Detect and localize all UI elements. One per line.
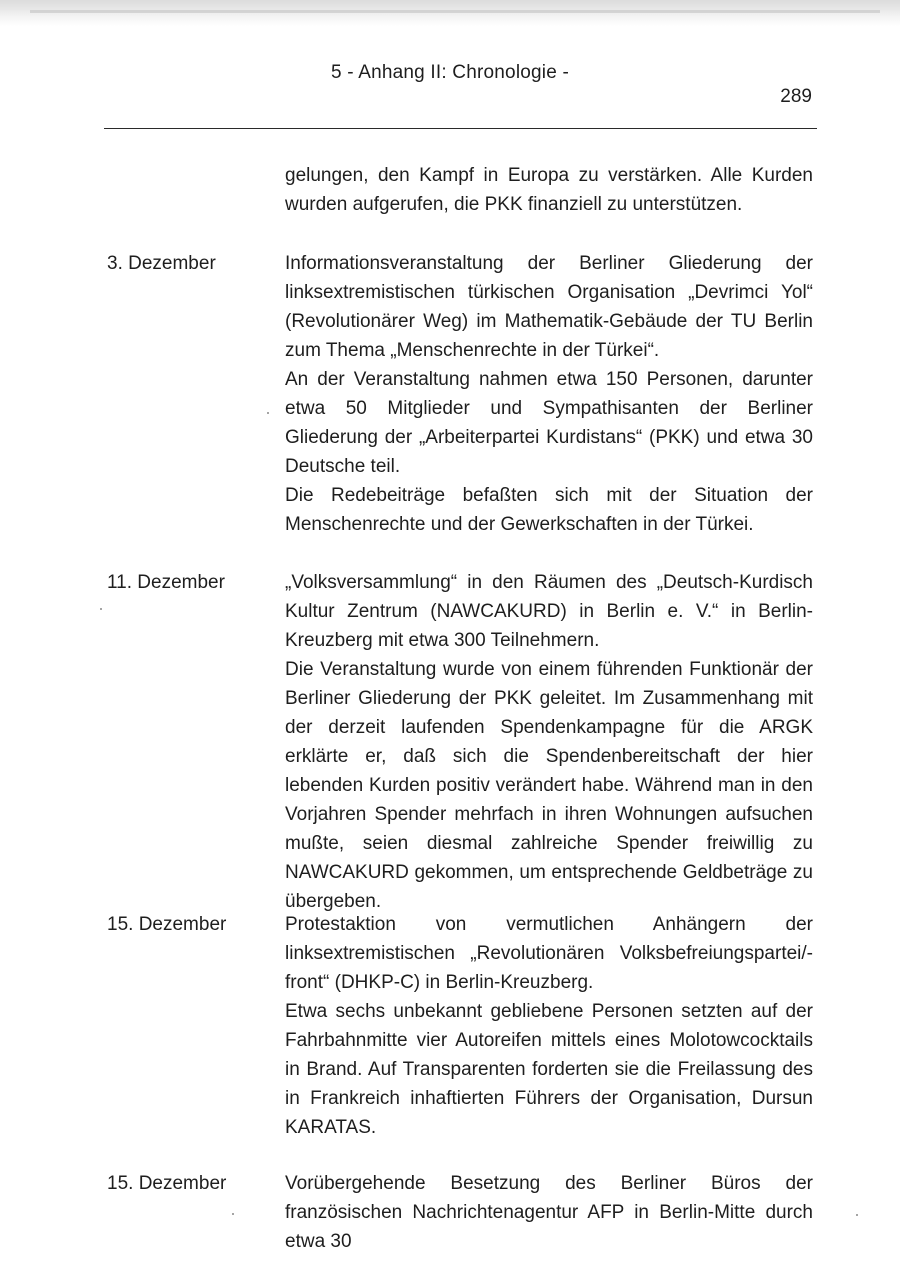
scan-speck [856, 1214, 858, 1216]
entry-text [285, 161, 813, 219]
entry-date: 15. Dezember [107, 914, 227, 935]
scan-speck [232, 1213, 234, 1215]
header-rule [104, 128, 817, 129]
paragraph: An der Veranstaltung nahmen etwa 150 Personen, darunter etwa 50 Mitglieder und Sympathisanten der Berliner Gliederung der „Arbeiterpartei Kurdistans“ (PKK) und etwa 30 Deutsche teil. [285, 369, 813, 477]
paragraph: Informationsveranstaltung der Berliner Gliederung der linksextremistischen türkischen Organisation „Devrimci Yol“ (Revolutionärer Weg) im Mathematik-Gebäude der TU Berlin zum Thema „Menschenrechte in der Türkei“. [285, 253, 813, 361]
paragraph: Die Redebeiträge befaßten sich mit der Situation der Menschenrechte und der Gewerkschaften in der Türkei. [285, 485, 813, 535]
paragraph: Die Veranstaltung wurde von einem führenden Funktionär der Berliner Gliederung der PKK geleitet. Im Zusammenhang mit der derzeit laufenden Spendenkampagne für die ARGK erklärte er, daß sich die Spendenbereitschaft der hier lebenden Kurden positiv verändert habe. Während man in den Vorjahren Spender mehrfach in ihren Wohnungen aufsuchen mußte, seien diesmal zahlreiche Spender freiwillig zu NAWCAKURD gekommen, um entsprechende Geldbeträge zu übergeben. [285, 659, 813, 912]
scan-speck [100, 608, 102, 610]
running-header: 5 - Anhang II: Chronologie - [331, 62, 569, 83]
paragraph: Etwa sechs unbekannt gebliebene Personen setzten auf der Fahrbahnmitte vier Autoreifen mittels eines Molotowcocktails in Brand. Auf Transparenten forderten sie die Freilassung des in Frankreich inhaftierten Führers der Organisation, Dursun KARATAS. [285, 1001, 813, 1138]
entry-text [285, 568, 813, 916]
entry-date: 3. Dezember [107, 253, 216, 274]
scan-edge-shadow [0, 0, 900, 26]
paragraph: Vorübergehende Besetzung des Berliner Büros der französischen Nachrichtenagentur AFP in Berlin-Mitte durch etwa 30 [285, 1173, 813, 1252]
entry-date: 15. Dezember [107, 1173, 227, 1194]
entry-text [285, 249, 813, 539]
scan-speck [267, 412, 269, 414]
entry-date: 11. Dezember [107, 572, 225, 593]
paragraph: gelungen, den Kampf in Europa zu verstärken. Alle Kurden wurden aufgerufen, die PKK finanziell zu unterstützen. [285, 165, 813, 215]
paragraph: „Volksversammlung“ in den Räumen des „Deutsch-Kurdisch Kultur Zentrum (NAWCAKURD) in Berlin e. V.“ in Berlin-Kreuzberg mit etwa 300 Teilnehmern. [285, 572, 813, 651]
entry-text [285, 1169, 813, 1256]
paragraph: Protestaktion von vermutlichen Anhängern der linksextremistischen „Revolutionären Volksbefreiungspartei/-front“ (DHKP-C) in Berlin-Kreuzberg. [285, 914, 813, 993]
entry-text [285, 910, 813, 1142]
page-number: 289 [780, 86, 812, 107]
